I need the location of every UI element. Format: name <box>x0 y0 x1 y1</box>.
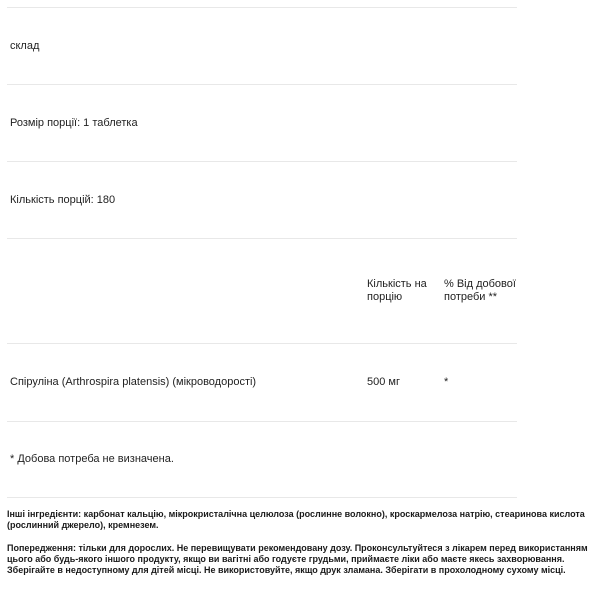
facts-title: склад <box>10 39 40 52</box>
ingredient-amount: 500 мг <box>367 376 400 388</box>
servings-per-container: Кількість порцій: 180 <box>10 193 116 206</box>
serving-size-row <box>7 84 517 161</box>
supplement-facts-table <box>7 7 517 498</box>
daily-value-footnote: * Добова потреба не визначена. <box>10 453 174 465</box>
facts-title-row <box>7 7 517 84</box>
table-header-row <box>7 238 517 343</box>
header-ingredient <box>10 239 360 343</box>
serving-size: Розмір порції: 1 таблетка <box>10 116 138 129</box>
ingredient-name: Спіруліна (Arthrospira platensis) (мікроводорості) <box>10 376 257 388</box>
footnote-row <box>7 421 517 498</box>
table-row <box>7 343 517 421</box>
ingredient-daily-value: * <box>444 376 449 388</box>
servings-per-container-row <box>7 161 517 238</box>
other-ingredients: Інші інгредієнти: карбонат кальцію, мікрокристалічна целюлоза (рослинне волокно), кроскармелоза натрію, стеаринова кислота (рослинний джерело), кремнезем. <box>7 509 585 530</box>
warning-text: Попередження: тільки для дорослих. Не перевищувати рекомендовану дозу. Проконсультуйтеся з лікарем перед використанням цього або будь-якого іншого продукту, якщо ви вагітні або годуєте грудьми, приймаєте ліки або маєте якесь захворювання. Зберігайте в недоступному для дітей місці. Не використовуйте, якщо друк зламана. Зберігати в прохолодному сухому місці. <box>7 543 588 575</box>
header-daily-value: % Від добової потреби ** <box>444 278 516 303</box>
header-amount-per-serving: Кількість на порцію <box>367 278 427 303</box>
